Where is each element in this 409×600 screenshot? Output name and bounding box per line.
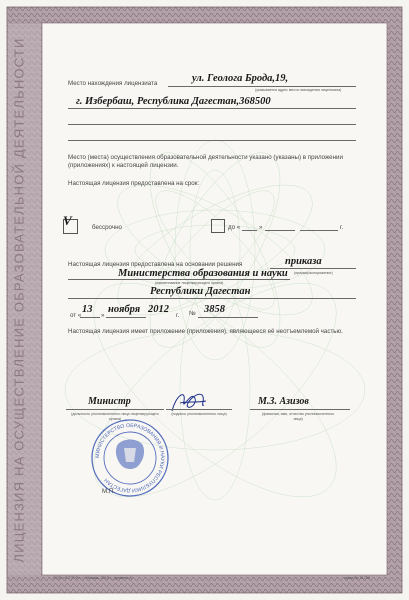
unlimited-label: бессрочно	[92, 224, 122, 231]
form-number: заказ № 31798	[344, 576, 371, 580]
number-label: №	[189, 310, 196, 317]
name-hint: (фамилия, имя, отчество уполномоченного лица)	[261, 412, 335, 421]
location-label: Место нахождения лицензиата	[68, 80, 158, 87]
location-line1: ул. Геолога Брода,19,	[192, 73, 289, 84]
basis-body-line2: Республики Дагестан	[150, 286, 251, 297]
basis-body-line1: Министерства образования и науки	[118, 268, 288, 279]
decision-year: 2012	[148, 304, 169, 315]
decision-day: 13	[82, 304, 93, 315]
activity-places-text: Место (места) осуществления образовательной деятельности указано (указаны) в приложении (приложениях) к настоящей лицензии.	[68, 154, 343, 169]
basis-label: Настоящая лицензия предоставлена на основании решения	[68, 261, 243, 268]
year-suffix: г.	[176, 312, 180, 319]
signature-hint: (подпись уполномоченного лица)	[171, 412, 227, 416]
until-year-suffix: г.	[340, 224, 344, 231]
check-mark: V	[63, 213, 72, 228]
decision-number: 3858	[204, 304, 225, 315]
basis-doc-type-hint: (приказ/распоряжение)	[294, 271, 333, 275]
until-checkbox	[211, 219, 225, 233]
day-close: »	[101, 312, 105, 319]
decision-month: ноября	[108, 304, 141, 315]
basis-body-hint: (наименование лицензирующего органа)	[155, 281, 224, 285]
printer-info: ООО «Л.Т.П.Ф», г. Москва, 2012 г., уровень А	[53, 576, 132, 580]
side-title: ЛИЦЕНЗИЯ НА ОСУЩЕСТВЛЕНИЕ ОБРАЗОВАТЕЛЬНОЙ ДЕЯТЕЛЬНОСТИ	[11, 37, 27, 563]
location-hint: (указывается адрес места нахождения лицензиата)	[255, 88, 342, 92]
signer-position: Министр	[88, 396, 131, 407]
basis-doc-type: приказа	[285, 256, 322, 267]
until-mid: »	[259, 224, 263, 231]
position-hint: (должность уполномоченного лица лицензирующего органа)	[71, 412, 159, 421]
signer-name: М.З. Азизов	[258, 396, 309, 407]
term-label: Настоящая лицензия предоставлена на срок:	[68, 180, 200, 187]
location-line2: г. Избербаш, Республика Дагестан,368500	[76, 96, 271, 107]
from-label: от «	[70, 312, 82, 319]
appendix-note: Настоящая лицензия имеет приложение (приложения), являющееся её неотъемлемой частью.	[68, 328, 343, 335]
mp-label: М.П.	[102, 488, 116, 495]
seal-text: МИНИСТЕРСТВО ОБРАЗОВАНИЯ И НАУКИ РЕСПУБЛИКИ ДАГЕСТАН	[94, 422, 166, 494]
official-seal	[90, 418, 170, 498]
until-prefix: до «	[228, 224, 241, 231]
